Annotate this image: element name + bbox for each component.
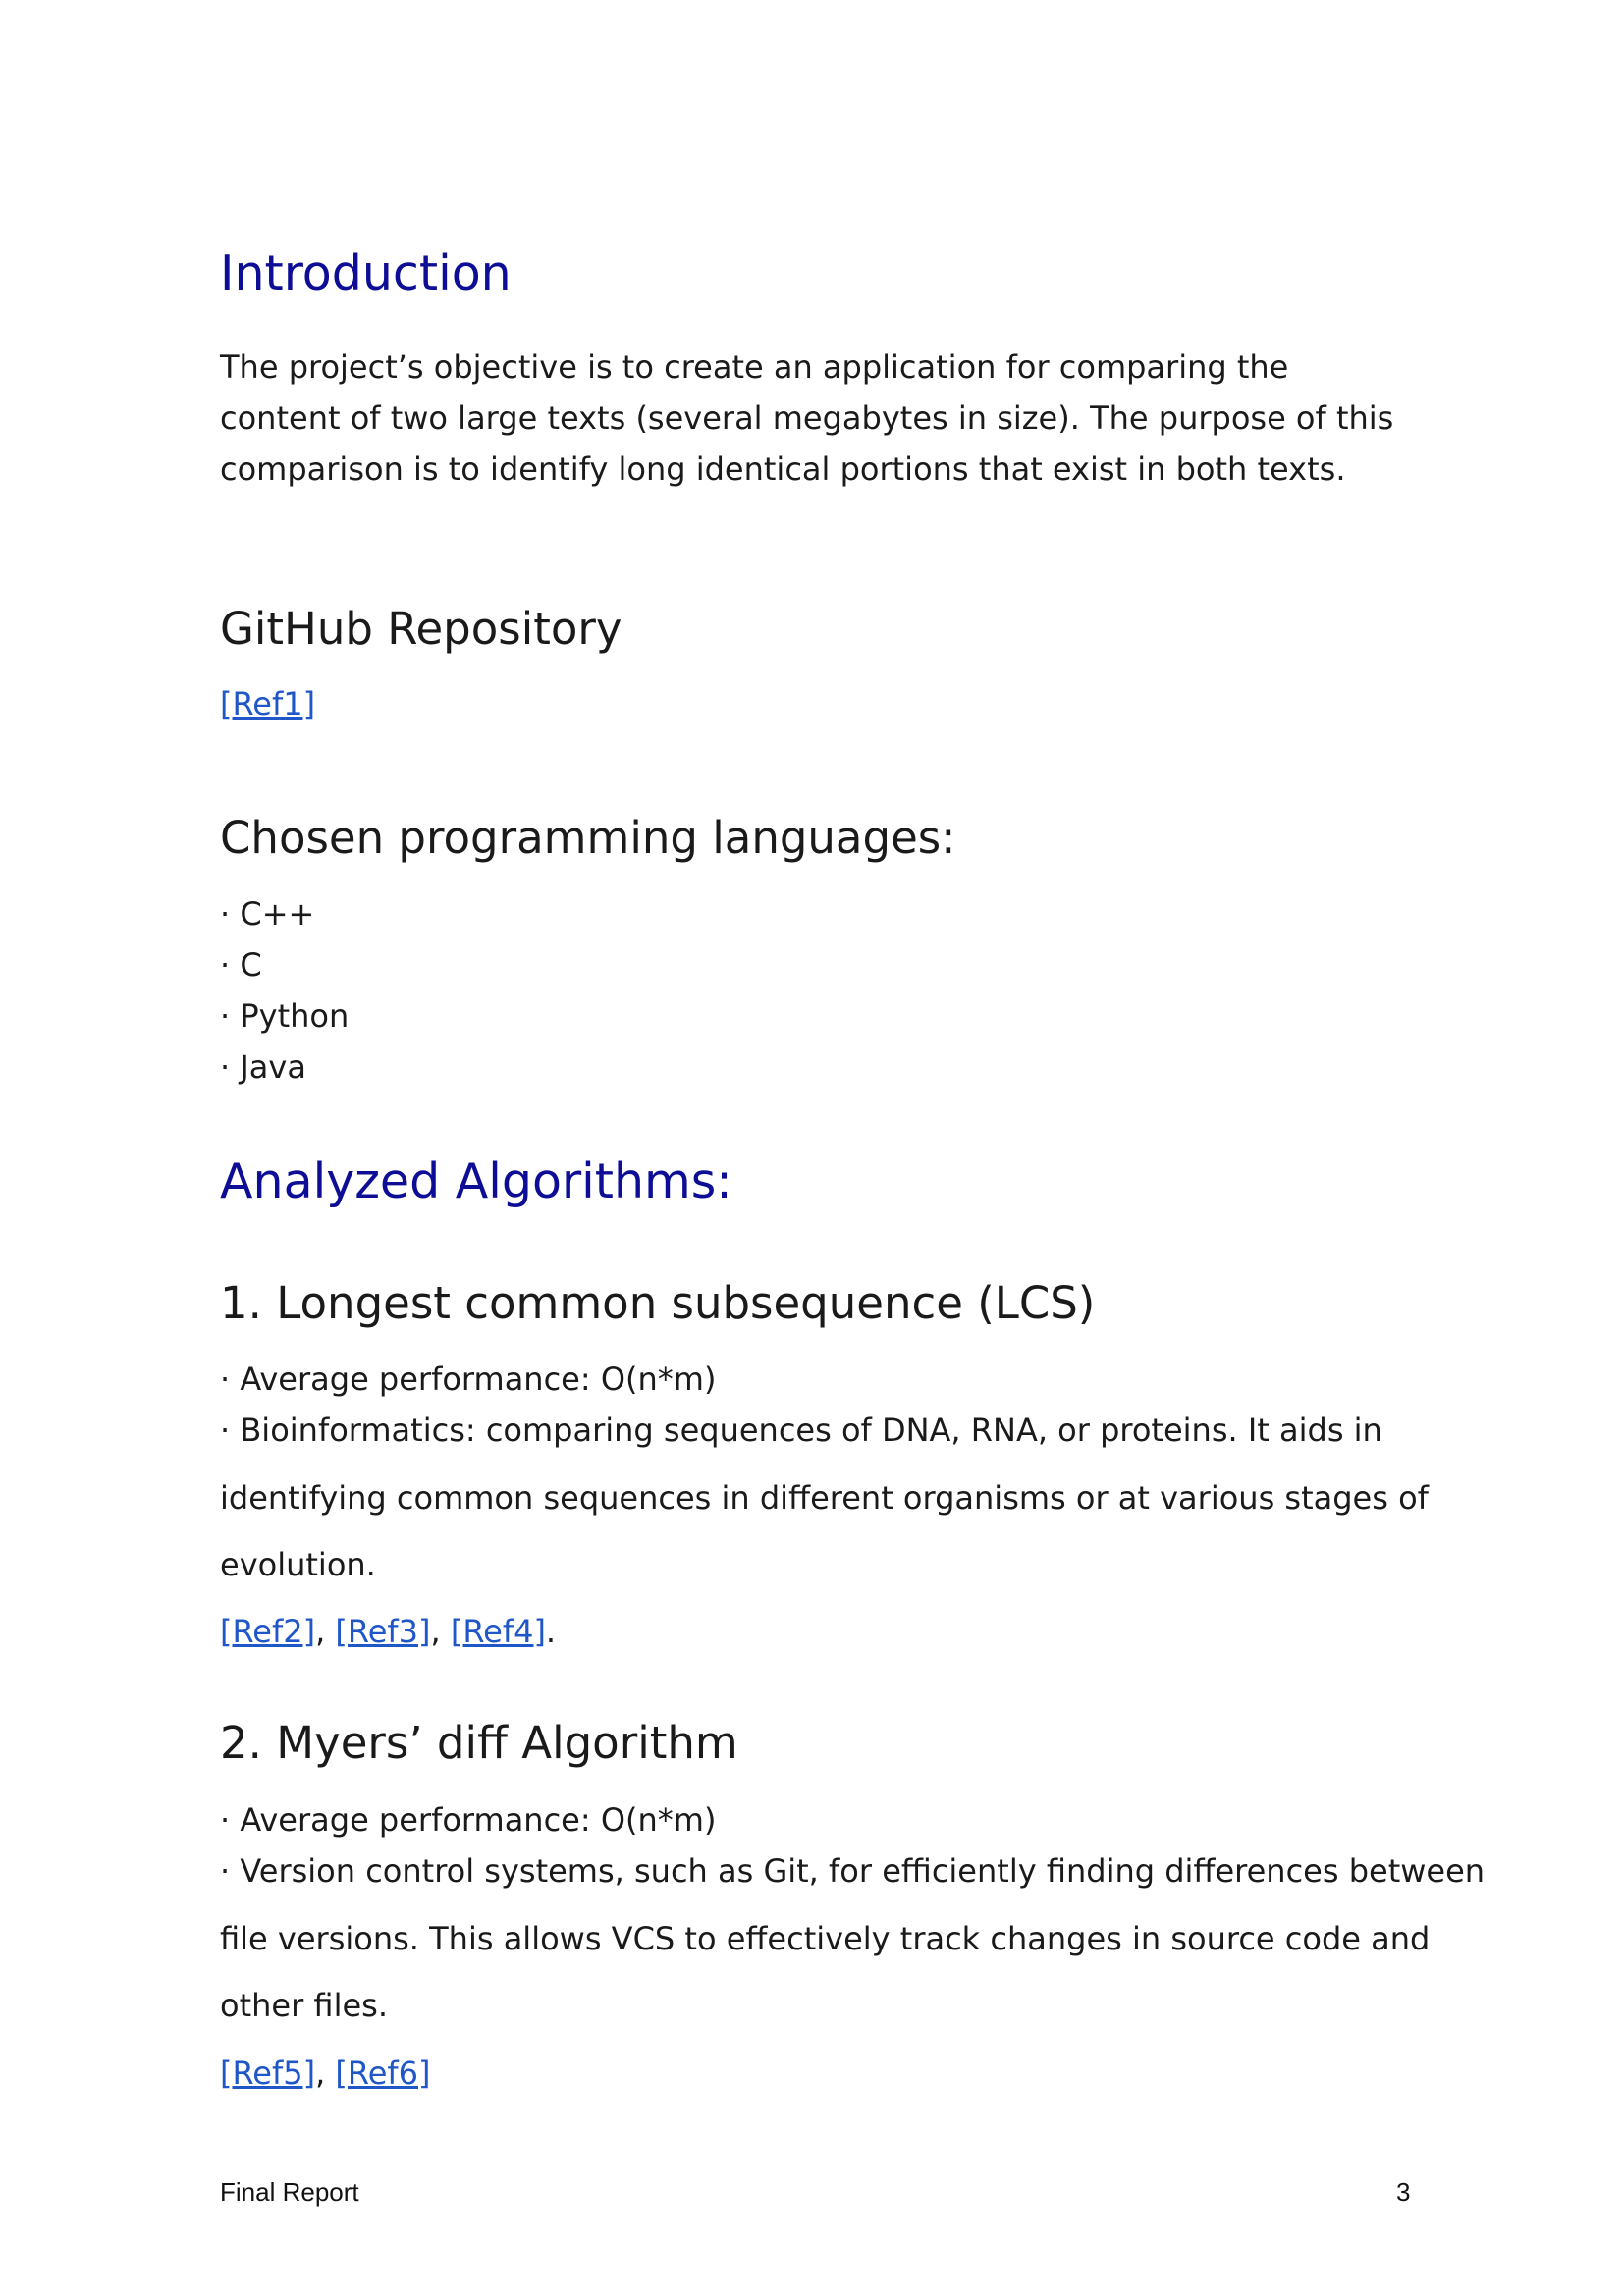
lcs-heading: 1. Longest common subsequence (LCS) [220, 1277, 1096, 1329]
programming-languages-heading: Chosen programming languages: [220, 812, 956, 864]
myers-usage-line-1: · Version control systems, such as Git, for efficiently finding differences between [220, 1852, 1486, 1890]
lcs-usage-line-2: identifying common sequences in different organisms or at various stages of [220, 1479, 1429, 1517]
lcs-usage-line-1: · Bioinformatics: comparing sequences of DNA, RNA, or proteins. It aids in [220, 1412, 1382, 1449]
language-item-python: · Python [220, 997, 350, 1035]
language-item-java: · Java [220, 1048, 306, 1086]
analyzed-algorithms-heading: Analyzed Algorithms: [220, 1153, 732, 1209]
page-number: 3 [1396, 2177, 1411, 2207]
ref5-link[interactable]: [Ref5] [220, 2055, 316, 2092]
ref-separator: , [430, 1613, 451, 1650]
lcs-usage-line-3: evolution. [220, 1546, 376, 1583]
ref-period: . [545, 1613, 557, 1650]
myers-performance: · Average performance: O(n*m) [220, 1801, 717, 1839]
myers-refs-line [220, 2055, 431, 2092]
introduction-paragraph: The project’s objective is to create an application for comparing the content of two large texts (several megabytes in size). The purpose of this comparison is to identify long identical portions that exist in both texts. [220, 348, 1394, 488]
ref3-link[interactable]: [Ref3] [335, 1613, 431, 1650]
lcs-refs-line [220, 1613, 556, 1650]
footer-title: Final Report [220, 2177, 359, 2207]
language-item-cpp: · C++ [220, 895, 315, 933]
introduction-heading: Introduction [220, 245, 512, 301]
ref-separator: , [315, 1613, 336, 1650]
github-repository-heading: GitHub Repository [220, 603, 622, 655]
ref4-link[interactable]: [Ref4] [450, 1613, 546, 1650]
ref1-link[interactable]: [Ref1] [220, 685, 316, 722]
language-item-c: · C [220, 946, 262, 984]
myers-usage-line-2: file versions. This allows VCS to effectively track changes in source code and [220, 1920, 1431, 1957]
ref-separator: , [315, 2055, 336, 2092]
ref2-link[interactable]: [Ref2] [220, 1613, 316, 1650]
myers-usage-line-3: other files. [220, 1987, 388, 2024]
github-ref-line [220, 685, 315, 722]
myers-heading: 2. Myers’ diff Algorithm [220, 1717, 738, 1769]
ref6-link[interactable]: [Ref6] [335, 2055, 431, 2092]
lcs-performance: · Average performance: O(n*m) [220, 1361, 717, 1398]
